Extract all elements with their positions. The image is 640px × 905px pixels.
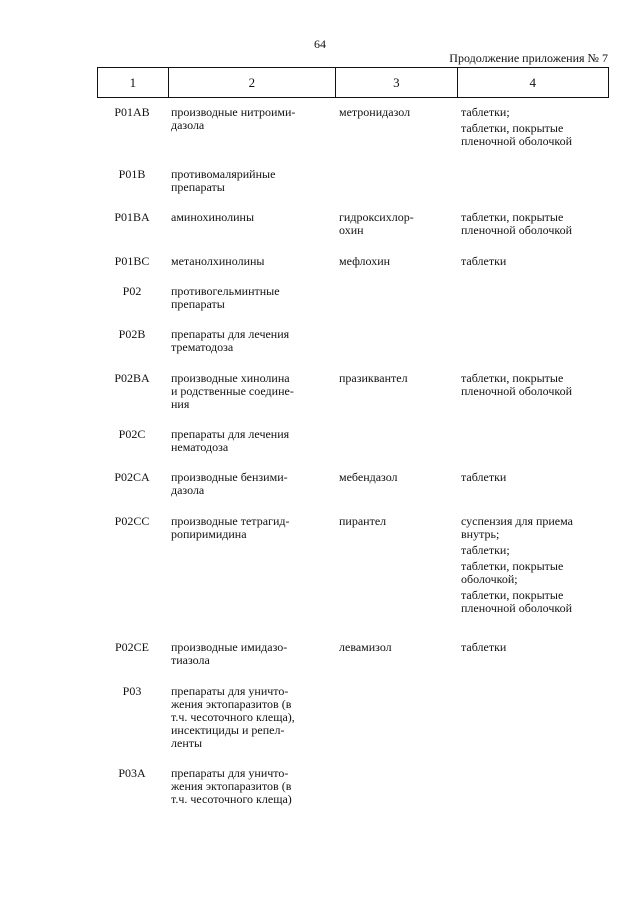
- group-name-line: и родственные соедине-: [171, 384, 294, 398]
- group-name: [171, 168, 335, 194]
- dosage-form-item: [461, 211, 611, 237]
- dosage-form-item: [461, 122, 611, 148]
- group-name: [171, 428, 335, 454]
- group-name-line: препараты для лечения: [171, 427, 290, 441]
- group-name: [171, 328, 335, 354]
- dosage-forms: [461, 641, 611, 657]
- dosage-form-line: таблетки, покрытые: [461, 588, 564, 602]
- group-name-line: препараты для лечения: [171, 327, 290, 341]
- group-name-line: производные тетрагид-: [171, 514, 290, 528]
- drug-name: [339, 471, 457, 484]
- header-col-1: 1: [129, 74, 137, 90]
- dosage-form-item: [461, 641, 611, 654]
- group-name: [171, 767, 335, 806]
- group-name-line: противомалярийные: [171, 167, 276, 181]
- group-name: [171, 211, 335, 224]
- header-col-3: 3: [335, 68, 457, 97]
- dosage-forms: [461, 106, 611, 151]
- dosage-form-line: таблетки, покрытые: [461, 121, 564, 135]
- dosage-form-item: [461, 471, 611, 484]
- group-name-line: противогельминтные: [171, 284, 280, 298]
- page-number: 64: [314, 37, 326, 51]
- dosage-form-item: [461, 589, 611, 615]
- dosage-form-line: таблетки: [461, 640, 507, 654]
- atc-code: P02BA: [114, 371, 150, 385]
- group-name-line: препараты: [171, 180, 225, 194]
- dosage-form-line: внутрь;: [461, 527, 500, 541]
- group-name: [171, 515, 335, 541]
- dosage-form-item: [461, 106, 611, 119]
- atc-code: P01BC: [114, 254, 150, 268]
- group-name-line: жения эктопаразитов (в: [171, 779, 292, 793]
- dosage-form-line: таблетки, покрытые: [461, 210, 564, 224]
- drug-name-line: пирантел: [339, 514, 387, 528]
- dosage-form-line: оболочкой;: [461, 572, 518, 586]
- drug-name: [339, 106, 457, 119]
- continuation-label: Продолжение приложения № 7: [449, 51, 608, 65]
- group-name-line: ния: [171, 397, 190, 411]
- atc-code: P01B: [118, 167, 146, 181]
- dosage-form-line: таблетки;: [461, 543, 510, 557]
- group-name-line: препараты для уничто-: [171, 684, 289, 698]
- group-name-line: метанолхинолины: [171, 254, 265, 268]
- header-col-4: 4: [457, 68, 608, 97]
- atc-code: P02CC: [114, 514, 150, 528]
- group-name: [171, 641, 335, 667]
- atc-code: P02CE: [114, 640, 149, 654]
- group-name-line: ропиримидина: [171, 527, 247, 541]
- group-name-line: дазола: [171, 118, 205, 132]
- group-name-line: препараты: [171, 297, 225, 311]
- dosage-form-item: [461, 255, 611, 268]
- group-name-line: препараты для уничто-: [171, 766, 289, 780]
- drug-name: [339, 372, 457, 385]
- dosage-form-item: [461, 560, 611, 586]
- group-name-line: производные имидазо-: [171, 640, 288, 654]
- atc-code: P01AB: [114, 105, 150, 119]
- group-name-line: трематодоза: [171, 340, 234, 354]
- group-name-line: производные бензими-: [171, 470, 288, 484]
- dosage-forms: [461, 471, 611, 487]
- group-name-line: производные нитроими-: [171, 105, 296, 119]
- group-name: [171, 372, 335, 411]
- atc-code: P03: [122, 684, 142, 698]
- dosage-form-item: [461, 544, 611, 557]
- drug-name-line: охин: [339, 223, 364, 237]
- atc-code: P02: [122, 284, 142, 298]
- group-name-line: инсектициды и репел-: [171, 723, 285, 737]
- group-name-line: аминохинолины: [171, 210, 255, 224]
- dosage-form-line: таблетки;: [461, 105, 510, 119]
- dosage-form-line: таблетки, покрытые: [461, 559, 564, 573]
- drug-name: [339, 641, 457, 654]
- group-name: [171, 255, 335, 268]
- dosage-form-line: таблетки, покрытые: [461, 371, 564, 385]
- atc-code: P03A: [118, 766, 146, 780]
- drug-name-line: празиквантел: [339, 371, 408, 385]
- dosage-forms: [461, 372, 611, 401]
- drug-name-line: гидроксихлор-: [339, 210, 414, 224]
- group-name-line: жения эктопаразитов (в: [171, 697, 292, 711]
- dosage-form-item: [461, 372, 611, 398]
- atc-code: P02C: [118, 427, 146, 441]
- dosage-form-line: пленочной оболочкой: [461, 384, 573, 398]
- dosage-form-line: таблетки: [461, 470, 507, 484]
- dosage-form-line: пленочной оболочкой: [461, 134, 573, 148]
- drug-name-line: левамизол: [339, 640, 392, 654]
- group-name: [171, 106, 335, 132]
- drug-name-line: мебендазол: [339, 470, 398, 484]
- dosage-forms: [461, 211, 611, 240]
- dosage-form-line: суспензия для приема: [461, 514, 573, 528]
- group-name: [171, 471, 335, 497]
- table-header: [97, 67, 609, 98]
- group-name-line: дазола: [171, 483, 205, 497]
- group-name-line: тиазола: [171, 653, 210, 667]
- atc-code: P02B: [118, 327, 146, 341]
- drug-name: [339, 255, 457, 268]
- atc-code: P02CA: [114, 470, 150, 484]
- dosage-form-line: таблетки: [461, 254, 507, 268]
- dosage-form-line: пленочной оболочкой: [461, 601, 573, 615]
- group-name-line: ленты: [171, 736, 203, 750]
- group-name-line: т.ч. чесоточного клеща): [171, 792, 292, 806]
- drug-name-line: мефлохин: [339, 254, 391, 268]
- drug-name: [339, 211, 457, 237]
- group-name: [171, 685, 335, 750]
- dosage-forms: [461, 255, 611, 271]
- drug-name: [339, 515, 457, 528]
- group-name-line: т.ч. чесоточного клеща),: [171, 710, 295, 724]
- atc-code: P01BA: [114, 210, 150, 224]
- group-name: [171, 285, 335, 311]
- header-col-2: 2: [168, 68, 335, 97]
- dosage-form-line: пленочной оболочкой: [461, 223, 573, 237]
- dosage-form-item: [461, 515, 611, 541]
- group-name-line: производные хинолина: [171, 371, 290, 385]
- drug-name-line: метронидазол: [339, 105, 411, 119]
- group-name-line: нематодоза: [171, 440, 229, 454]
- dosage-forms: [461, 515, 611, 618]
